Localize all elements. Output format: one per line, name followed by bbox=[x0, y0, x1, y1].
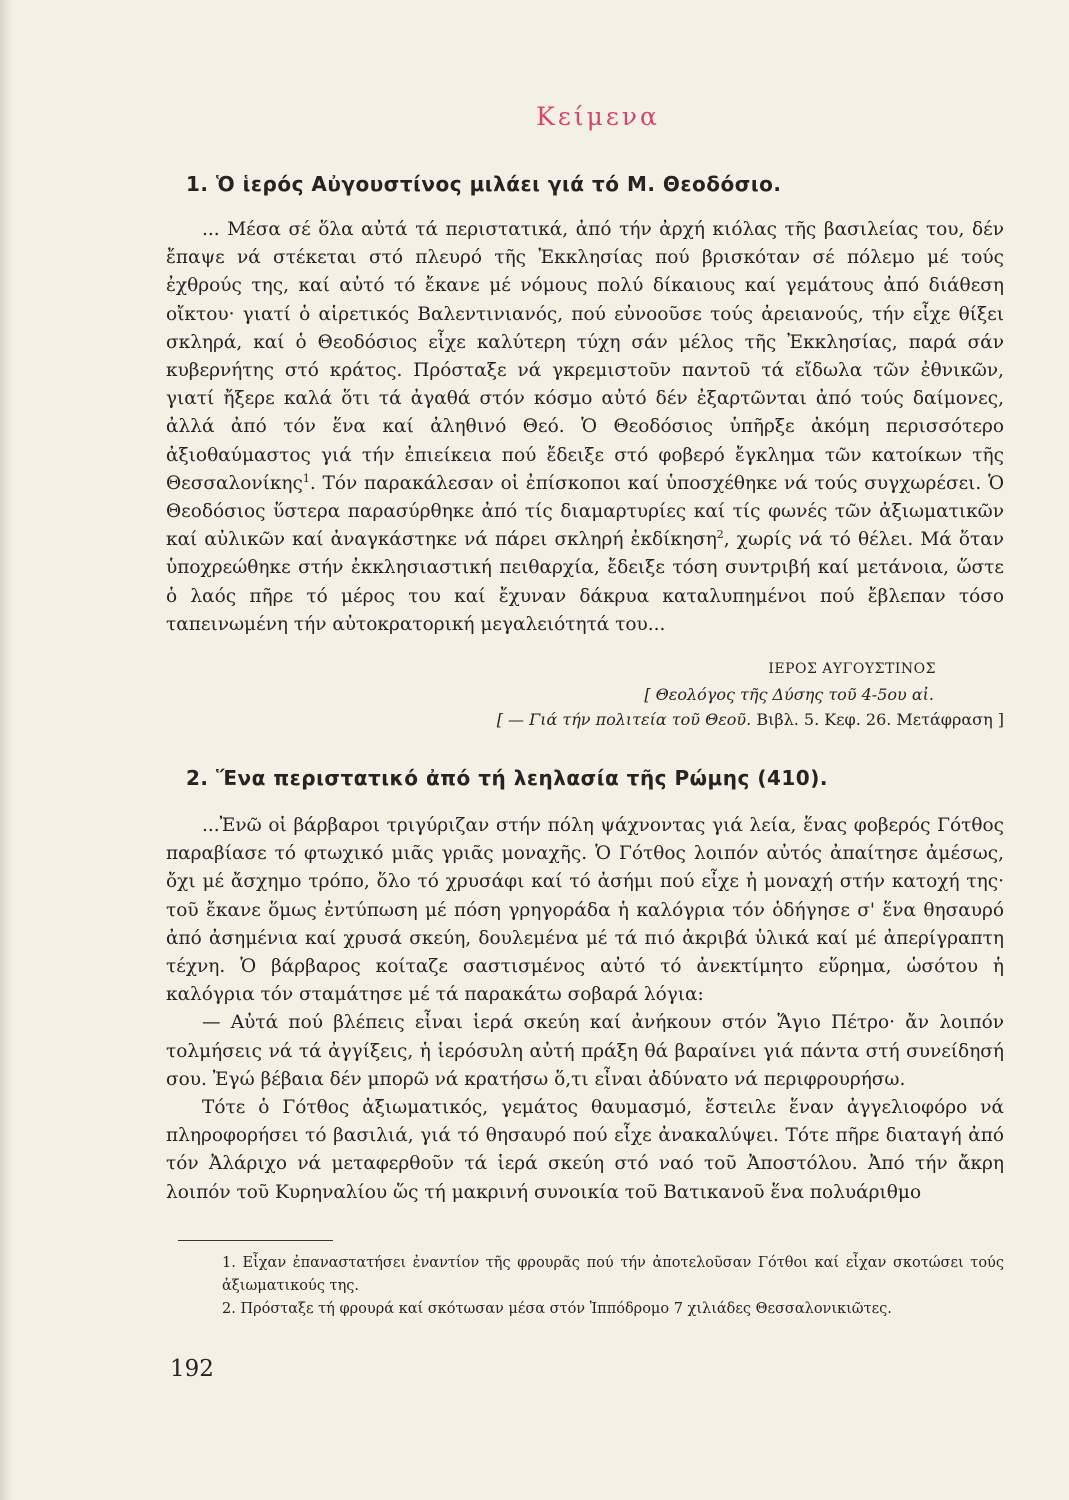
text-2-paragraph-1: ...Ἐνῶ οἱ βάρβαροι τριγύριζαν στήν πόλη ψάχνοντας γιά λεία, ἕνας φοβερός Γότθος παραβίασε τό φτωχικό μιᾶς γριᾶς μοναχῆς. Ὁ Γότθος λοιπόν αὐτός ἀπαίτησε ἀμέσως, ὄχι μέ ἄσχημο τρόπο, ὅλο τό χρυσάφι καί τό ἀσήμι πού εἶχε ἡ μοναχή στήν κατοχή της· τοῦ ἔκανε ὅμως ἐντύπωση μέ πόση γρηγοράδα ἡ καλόγρια τόν ὁδήγησε σ' ἕνα θησαυρό ἀπό ἀσημένια καί χρυσά σκεύη, δουλεμένα μέ τά πιό ἀκριβά ὑλικά καί μέ ἀπερίγραπτη τέχνη. Ὁ βάρβαρος κοίταζε σαστισμένος αὐτό τό ἀνεκτίμητο εὕρημα, ὡσότου ἡ καλόγρια τόν σταμάτησε μέ τά παρακάτω σοβαρά λόγια: bbox=[166, 815, 1004, 1006]
page-edge bbox=[0, 0, 14, 1500]
text-1-attribution bbox=[166, 657, 1004, 732]
footnote-2: 2. Πρόσταξε τή φρουρά καί σκότωσαν μέσα στόν Ἱππόδρομο 7 χιλιάδες Θεσσαλονικιῶτες. bbox=[222, 1301, 892, 1317]
attribution-source-2 bbox=[166, 707, 1004, 732]
text-2-body bbox=[166, 812, 1004, 1207]
footnote-divider bbox=[178, 1240, 333, 1241]
text-1-paragraph bbox=[166, 216, 1004, 639]
footnotes bbox=[166, 1252, 1004, 1321]
text-2-paragraph-2: — Αὐτά πού βλέπεις εἶναι ἱερά σκεύη καί ἀνήκουν στόν Ἅγιο Πέτρο· ἄν λοιπόν τολμήσεις νά τά ἀγγίξεις, ἡ ἱερόσυλη αὐτή πράξη θά βαραίνει γιά πάντα στή συνείδησή σου. Ἐγώ βέβαια δέν μπορῶ νά κρατήσω ὅ,τι εἶναι ἀδύνατο νά περιφρουρήσω. bbox=[166, 1012, 1004, 1090]
page-number: 192 bbox=[170, 1356, 214, 1382]
text-1-part-c: , χωρίς νά τό θέλει. Μά ὅταν ὑποχρεώθηκε στήν ἐκκλησιαστική πειθαρχία, ἔδειξε τόση συντριβή καί μετάνοια, ὥστε ὁ λαός πῆρε τό μέρος του καί ἔχυναν δάκρυα καταλυπημένοι πού ἔβλεπαν τόσο ταπεινωμένη τήν αὐτοκρατορική μεγαλειότητά του... bbox=[166, 529, 1004, 635]
text-1-part-a: ... Μέσα σέ ὅλα αὐτά τά περιστατικά, ἀπό τήν ἀρχή κιόλας τῆς βασιλείας του, δέν ἔπαψε νά στέκεται στό πλευρό τῆς Ἐκκλησίας πού βρισκόταν σέ πόλεμο μέ τούς ἐχθρούς της, καί αὐτό τό ἔκανε μέ νόμους πολύ δίκαιους καί γεμάτους ἀπό διάθεση οἴκτου· γιατί ὁ αἱρετικός Βαλεντινιανός, πού εὐνοοῦσε τούς ἀρειανούς, τήν εἶχε θίξει σκληρά, καί ὁ Θεοδόσιος εἶχε καλύτερη τύχη σάν μέλος τῆς Ἐκκλησίας, παρά σάν κυβερνήτης στό κράτος. Πρόσταξε νά γκρεμιστοῦν παντοῦ τά εἴδωλα τῶν ἐθνικῶν, γιατί ἤξερε καλά ὅτι τά ἀγαθά στόν κόσμο αὐτό δέν ἐξαρτῶνται ἀπό τούς δαίμονες, ἀλλά ἀπό τόν ἕνα καί ἀληθινό Θεό. Ὁ Θεοδόσιος ὑπῆρξε ἀκόμη περισσότερο ἀξιοθαύμαστος γιά τήν ἐπιείκεια πού ἔδειξε στό φοβερό ἔγκλημα τῶν κατοίκων τῆς Θεσσαλονίκης bbox=[166, 219, 1004, 494]
text-1-heading: 1. Ὁ ἱερός Αὐγουστίνος μιλάει γιά τό Μ. Θεοδόσιο. bbox=[186, 172, 782, 196]
attribution-author: ΙΕΡΟΣ ΑΥΓΟΥΣΤΙΝΟΣ bbox=[768, 661, 936, 677]
footnote-ref-2: 2 bbox=[716, 528, 724, 542]
text-1-part-b: . Τόν παρακάλεσαν οἱ ἐπίσκοποι καί ὑποσχέθηκε νά τούς συγχωρέσει. Ὁ Θεοδόσιος ὕστερα παρασύρθηκε ἀπό τίς διαμαρτυρίες καί τίς φωνές τῶν ἀξιωματικῶν καί αὐλικῶν καί ἀναγκάστηκε νά πάρει σκληρή ἐκδίκηση bbox=[166, 472, 1004, 551]
footnote-ref-1: 1 bbox=[302, 471, 310, 485]
text-2-heading: 2. Ἕνα περιστατικό ἀπό τή λεηλασία τῆς Ρώμης (410). bbox=[186, 766, 828, 790]
text-1-body bbox=[166, 216, 1004, 639]
attribution-work-title: [ — Γιά τήν πολιτεία τοῦ Θεοῦ. bbox=[496, 710, 752, 729]
attribution-source-1: [ Θεολόγος τῆς Δύσης τοῦ 4-5ου αἰ. bbox=[644, 685, 934, 704]
attribution-reference: Βιβλ. 5. Κεφ. 26. Μετάφραση ] bbox=[751, 710, 1004, 729]
text-2-paragraph-3: Τότε ὁ Γότθος ἀξιωματικός, γεμάτος θαυμασμό, ἔστειλε ἕναν ἀγγελιοφόρο νά πληροφορήσει τό βασιλιά, γιά τό θησαυρό πού εἶχε ἀνακαλύψει. Τότε πῆρε διαταγή ἀπό τόν Ἀλάριχο νά μεταφερθοῦν τά ἱερά σκεύη στό ναό τοῦ Ἀποστόλου. Ἀπό τήν ἄκρη λοιπόν τοῦ Κυρηναλίου ὥς τή μακρινή συνοικία τοῦ Βατικανοῦ ἕνα πολυάριθμο bbox=[166, 1097, 1004, 1203]
section-title: Κείμενα bbox=[536, 102, 660, 131]
footnote-1: 1. Εἶχαν ἐπαναστατήσει ἐναντίον τῆς φρουρᾶς πού τήν ἀποτελοῦσαν Γότθοι καί εἶχαν σκοτώσει τούς ἀξιωματικούς της. bbox=[222, 1255, 1004, 1294]
